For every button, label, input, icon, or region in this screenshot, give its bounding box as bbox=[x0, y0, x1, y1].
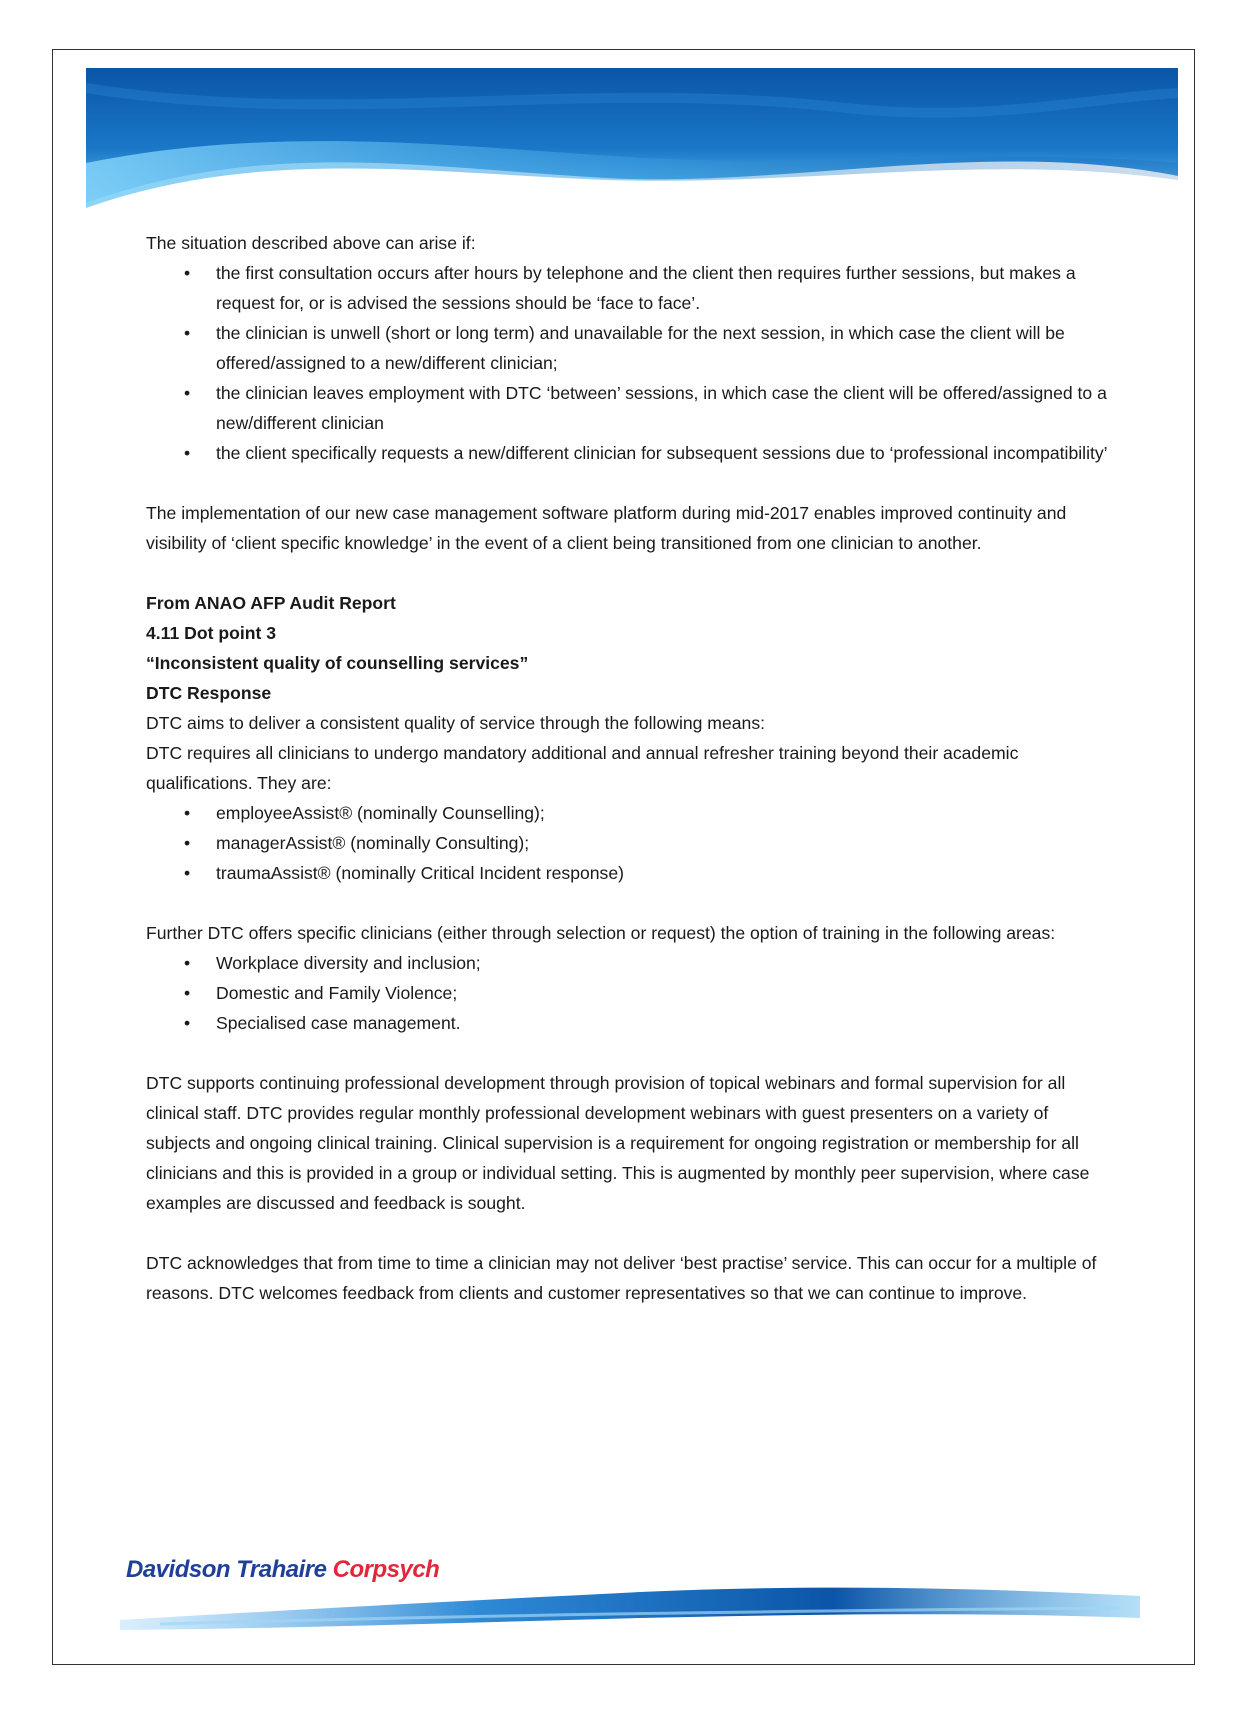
aims-line: DTC aims to deliver a consistent quality of service through the following means: bbox=[146, 713, 766, 733]
list-item: • the first consultation occurs after hours by telephone and the client then requires further sessions, but makes a request for, or is advised the sessions should be ‘face to face’. bbox=[146, 258, 1114, 318]
document-body bbox=[146, 228, 1114, 1308]
bullet-icon: • bbox=[184, 863, 191, 883]
list-item: • the clinician leaves employment with DTC ‘between’ sessions, in which case the client will be offered/assigned to a new/different clinician bbox=[146, 378, 1114, 438]
list-item: • the clinician is unwell (short or long term) and unavailable for the next session, in which case the client will be offered/assigned to a new/different clinician; bbox=[146, 318, 1114, 378]
audit-dot-point: 4.11 Dot point 3 bbox=[146, 623, 277, 643]
logo-text-primary: Davidson Trahaire bbox=[126, 1556, 327, 1583]
training-intro: DTC requires all clinicians to undergo mandatory additional and annual refresher training beyond their academic qualifications. They are: bbox=[146, 743, 1019, 793]
list-item: • the client specifically requests a new/different clinician for subsequent sessions due to ‘professional incompatibility’ bbox=[146, 438, 1114, 468]
bullet-icon: • bbox=[184, 803, 191, 823]
further-training-list bbox=[146, 948, 1114, 1038]
list-item: • Specialised case management. bbox=[146, 1008, 1114, 1038]
situation-list bbox=[146, 258, 1114, 468]
further-training-intro: Further DTC offers specific clinicians (either through selection or request) the option of training in the following areas: bbox=[146, 923, 1056, 943]
bullet-icon: • bbox=[184, 383, 191, 403]
bullet-icon: • bbox=[184, 953, 191, 973]
list-item: • Domestic and Family Violence; bbox=[146, 978, 1114, 1008]
list-item: • Workplace diversity and inclusion; bbox=[146, 948, 1114, 978]
header-wave-banner bbox=[86, 68, 1178, 208]
training-list bbox=[146, 798, 1114, 888]
bullet-icon: • bbox=[184, 983, 191, 1003]
audit-source-heading: From ANAO AFP Audit Report bbox=[146, 593, 396, 613]
implementation-paragraph: The implementation of our new case management software platform during mid-2017 enables improved continuity and visibility of ‘client specific knowledge’ in the event of a client being transitioned from one clinician to another. bbox=[146, 503, 1067, 553]
footer-wave-banner bbox=[120, 1578, 1140, 1630]
bullet-icon: • bbox=[184, 443, 191, 463]
bullet-icon: • bbox=[184, 833, 191, 853]
list-item: • employeeAssist® (nominally Counselling); bbox=[146, 798, 1114, 828]
situation-intro: The situation described above can arise if: bbox=[146, 233, 476, 253]
acknowledgement-paragraph: DTC acknowledges that from time to time a clinician may not deliver ‘best practise’ service. This can occur for a multiple of reasons. DTC welcomes feedback from clients and customer representatives so that we can continue to improve. bbox=[146, 1253, 1097, 1303]
logo-text-accent: Corpsych bbox=[332, 1556, 440, 1583]
response-heading: DTC Response bbox=[146, 683, 272, 703]
bullet-icon: • bbox=[184, 263, 191, 283]
list-item: • managerAssist® (nominally Consulting); bbox=[146, 828, 1114, 858]
bullet-icon: • bbox=[184, 1013, 191, 1033]
cpd-paragraph: DTC supports continuing professional development through provision of topical webinars and formal supervision for all clinical staff. DTC provides regular monthly professional development webinars with guest presenters on a variety of subjects and ongoing clinical training. Clinical supervision is a requirement for ongoing registration or membership for all clinicians and this is provided in a group or individual setting. This is augmented by monthly peer supervision, where case examples are discussed and feedback is sought. bbox=[146, 1073, 1090, 1213]
audit-quote: “Inconsistent quality of counselling services” bbox=[146, 653, 529, 673]
bullet-icon: • bbox=[184, 323, 191, 343]
list-item: • traumaAssist® (nominally Critical Incident response) bbox=[146, 858, 1114, 888]
